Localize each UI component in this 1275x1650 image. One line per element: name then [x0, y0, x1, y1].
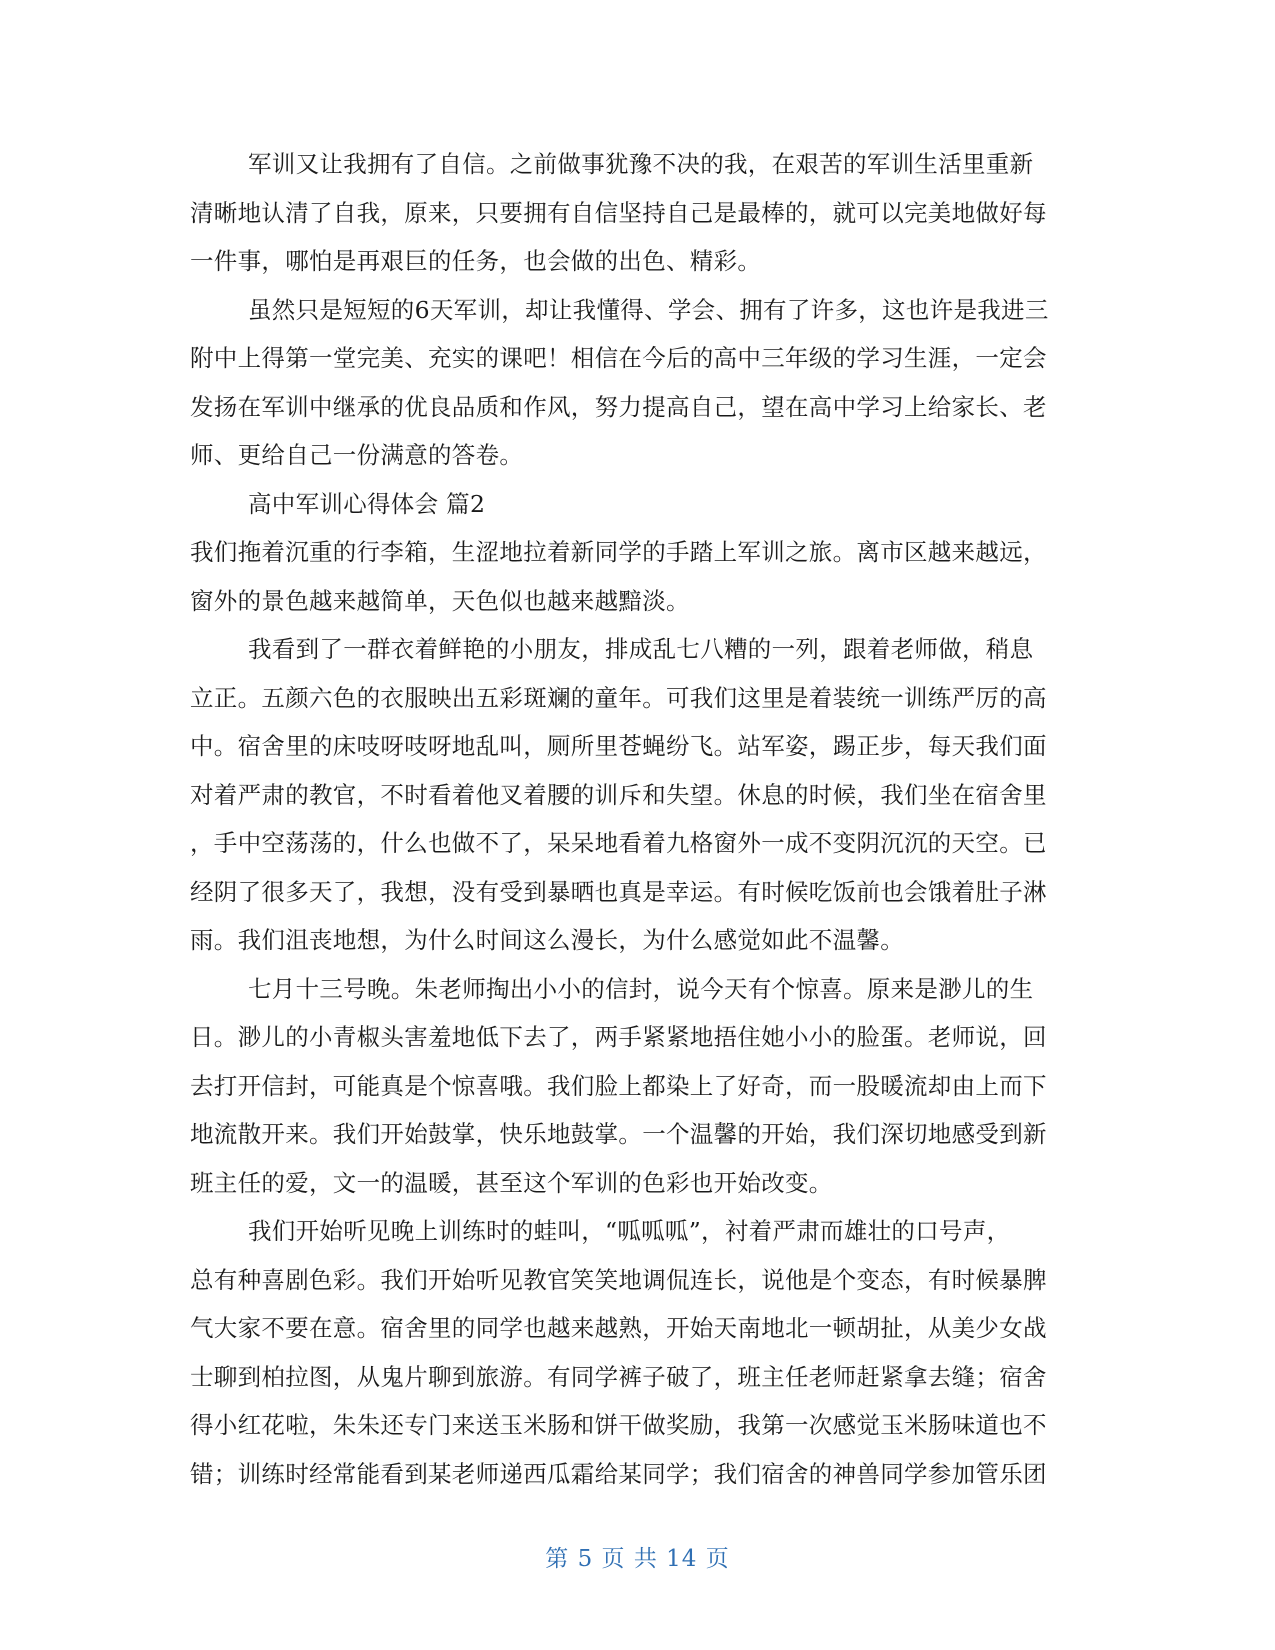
text-line: 军训又让我拥有了自信。之前做事犹豫不决的我，在艰苦的军训生活里重新 [248, 150, 1034, 178]
text-line: 师、更给自己一份满意的答卷。 [190, 441, 524, 469]
text-line: 我们开始听见晚上训练时的蛙叫，“呱呱呱”，衬着严肃而雄壮的口号声， [248, 1217, 1011, 1245]
text-line: 雨。我们沮丧地想，为什么时间这么漫长，为什么感觉如此不温馨。 [190, 926, 904, 954]
text-line: 清晰地认清了自我，原来，只要拥有自信坚持自己是最棒的，就可以完美地做好每 [190, 198, 1047, 227]
text-line: 气大家不要在意。宿舍里的同学也越来越熟，开始天南地北一顿胡扯，从美少女战 [190, 1314, 1047, 1342]
section-heading: 高中军训心得体会 篇2 [248, 489, 486, 518]
text-line: 士聊到柏拉图，从鬼片聊到旅游。有同学裤子破了，班主任老师赶紧拿去缝；宿舍 [190, 1362, 1047, 1391]
text-line: 错；训练时经常能看到某老师递西瓜霜给某同学；我们宿舍的神兽同学参加管乐团 [190, 1459, 1047, 1488]
text-line: 经阴了很多天了，我想，没有受到暴晒也真是幸运。有时候吃饭前也会饿着肚子淋 [190, 877, 1047, 906]
text-line: 发扬在军训中继承的优良品质和作风，努力提高自己，望在高中学习上给家长、老 [190, 392, 1047, 421]
text-line: 总有种喜剧色彩。我们开始听见教官笑笑地调侃连长，说他是个变态，有时候暴脾 [190, 1265, 1047, 1294]
text-line: 窗外的景色越来越简单，天色似也越来越黯淡。 [190, 586, 690, 615]
text-line: 立正。五颜六色的衣服映出五彩斑斓的童年。可我们这里是着装统一训练严厉的高 [190, 683, 1047, 712]
page-number-footer: 第 5 页 共 14 页 [545, 1546, 730, 1572]
text-line: 七月十三号晚。朱老师掏出小小的信封，说今天有个惊喜。原来是渺儿的生 [248, 974, 1034, 1003]
text-line: 对着严肃的教官，不时看着他叉着腰的训斥和失望。休息的时候，我们坐在宿舍里 [190, 780, 1047, 809]
text-line: 我们拖着沉重的行李箱，生涩地拉着新同学的手踏上军训之旅。离市区越来越远， [190, 538, 1047, 566]
text-line: 中。宿舍里的床吱呀吱呀地乱叫，厕所里苍蝇纷飞。站军姿，踢正步，每天我们面 [190, 732, 1047, 760]
text-line: ，手中空荡荡的，什么也做不了，呆呆地看着九格窗外一成不变阴沉沉的天空。已 [190, 829, 1047, 857]
text-line: 附中上得第一堂完美、充实的课吧！相信在今后的高中三年级的学习生涯，一定会 [190, 344, 1047, 372]
text-line: 日。渺儿的小青椒头害羞地低下去了，两手紧紧地捂住她小小的脸蛋。老师说，回 [190, 1023, 1047, 1051]
text-line: 班主任的爱，文一的温暖，甚至这个军训的色彩也开始改变。 [190, 1168, 833, 1197]
text-line: 去打开信封，可能真是个惊喜哦。我们脸上都染上了好奇，而一股暖流却由上而下 [190, 1071, 1047, 1100]
text-line: 虽然只是短短的6天军训，却让我懂得、学会、拥有了许多，这也许是我进三 [248, 295, 1049, 324]
text-line: 我看到了一群衣着鲜艳的小朋友，排成乱七八糟的一列，跟着老师做，稍息 [248, 635, 1034, 663]
document-body [190, 140, 1090, 1498]
text-line: 地流散开来。我们开始鼓掌，快乐地鼓掌。一个温馨的开始，我们深切地感受到新 [190, 1120, 1047, 1148]
text-line: 一件事，哪怕是再艰巨的任务，也会做的出色、精彩。 [190, 247, 762, 275]
text-line: 得小红花啦，朱朱还专门来送玉米肠和饼干做奖励，我第一次感觉玉米肠味道也不 [190, 1411, 1047, 1439]
